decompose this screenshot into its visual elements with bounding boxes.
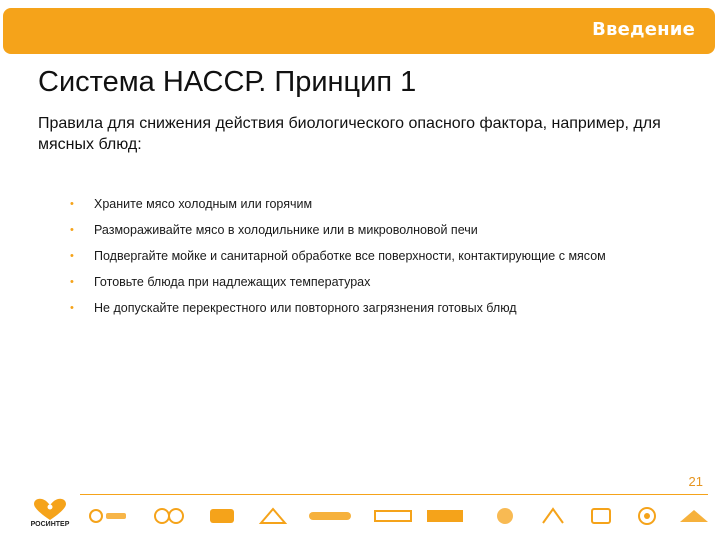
bullet-icon: • [70, 276, 74, 288]
bullet-text: Не допускайте перекрестного или повторного загрязнения готовых блюд [94, 301, 517, 315]
brand-logo-5-icon [307, 506, 353, 526]
bullet-text: Готовьте блюда при надлежащих температурах [94, 275, 371, 289]
bullet-text: Подвергайте мойке и санитарной обработке все поверхности, контактирующие с мясом [94, 249, 606, 263]
page-number: 21 [688, 474, 703, 489]
bullet-text: Храните мясо холодным или горячим [94, 197, 313, 211]
brand-logo-7-icon [425, 506, 465, 526]
footer-divider [80, 494, 708, 495]
bullet-icon: • [70, 302, 74, 314]
company-logo [24, 498, 76, 540]
slide-title: Система НАССР. Принцип 1 [38, 66, 417, 98]
slide-subtitle: Правила для снижения действия биологического опасного фактора, например, для мясных блюд: [38, 115, 661, 153]
brand-logo-8-icon [490, 506, 520, 526]
brand-logo-6-icon [373, 506, 413, 526]
bullet-icon: • [70, 198, 74, 210]
brand-logo-10-icon [588, 506, 614, 526]
section-label: Введение [592, 19, 695, 40]
brand-logo-2-icon [152, 506, 186, 526]
brand-logo-12-icon [678, 506, 710, 526]
brand-logo-patio-icon [88, 506, 130, 526]
footer-logos [0, 498, 720, 540]
header-bar [3, 8, 715, 54]
brand-logo-11-icon [634, 506, 660, 526]
company-logo-text: РОСИНТЕР [30, 521, 70, 528]
heart-logo-icon [24, 498, 76, 522]
bullet-icon: • [70, 224, 74, 236]
brand-logo-4-icon [258, 506, 288, 526]
brand-logo-9-icon [540, 506, 566, 526]
bullet-icon: • [70, 250, 74, 262]
bullet-text: Размораживайте мясо в холодильнике или в микроволновой печи [94, 223, 478, 237]
brand-logo-3-icon [207, 506, 237, 526]
